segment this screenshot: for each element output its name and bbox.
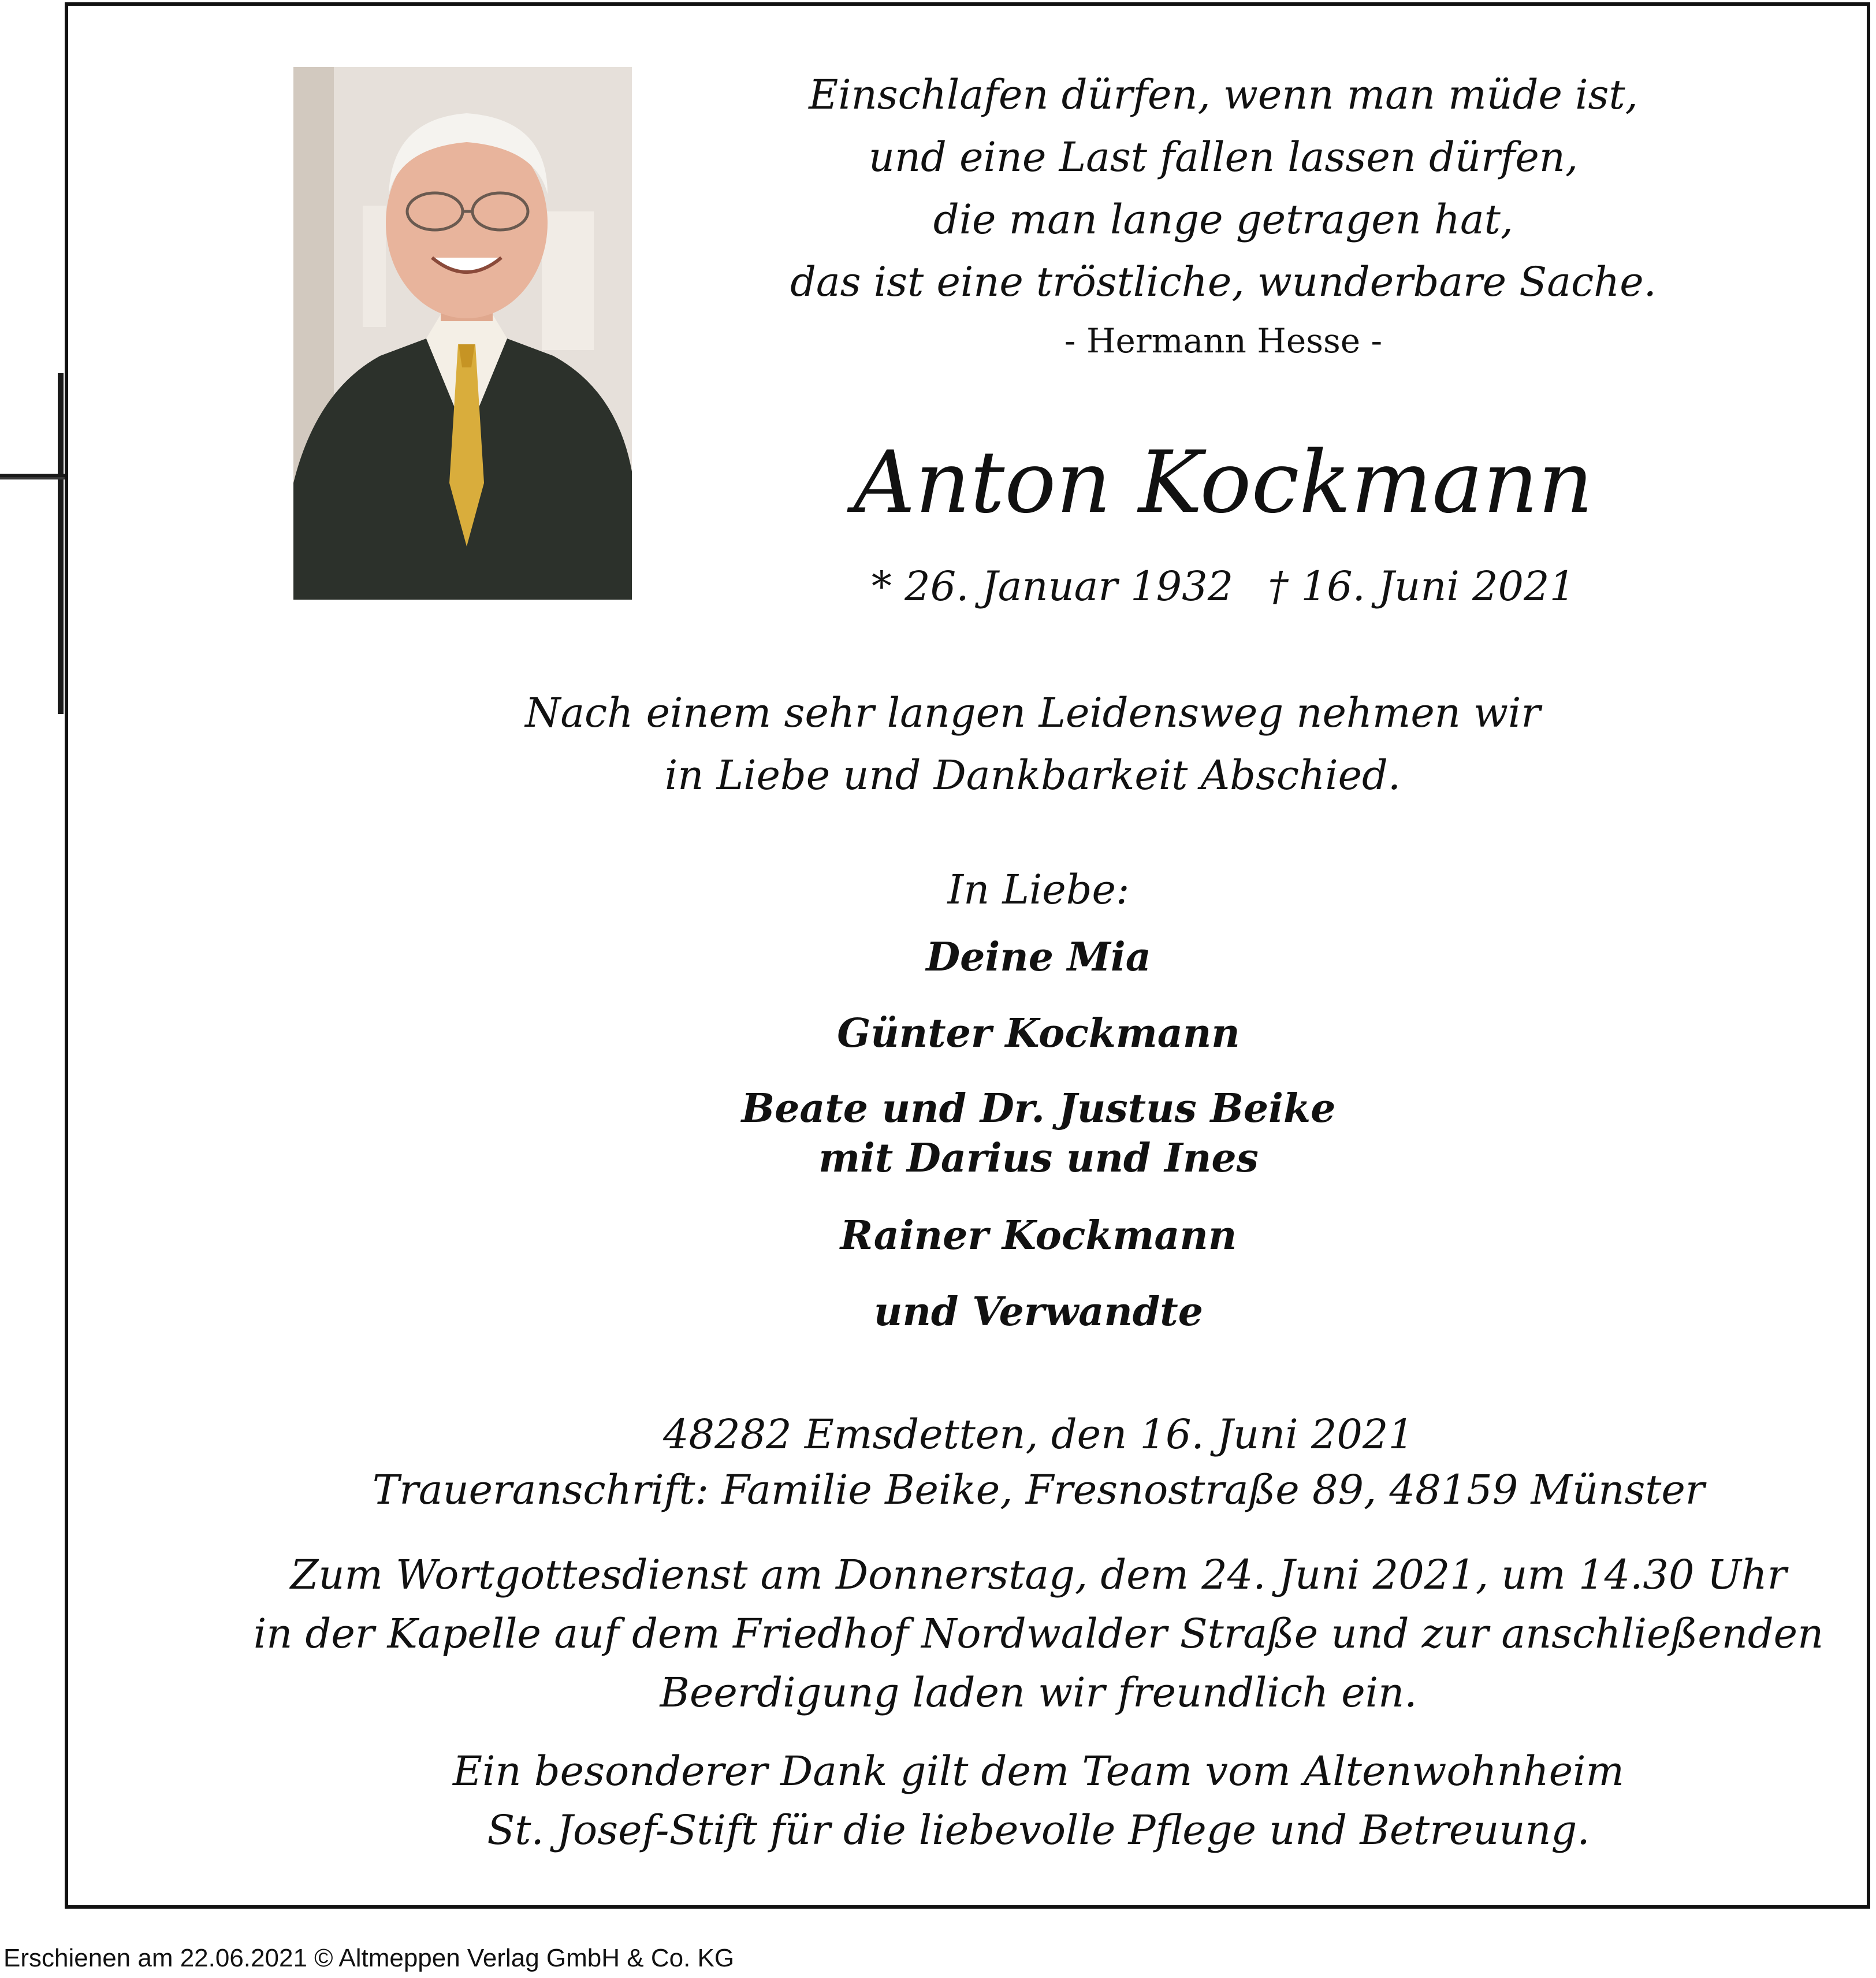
motto-line: das ist eine tröstliche, wunderbare Sache. xyxy=(790,258,1657,306)
life-dates xyxy=(732,557,1714,615)
service-line: in der Kapelle auf dem Friedhof Nordwalder Straße und zur anschließenden xyxy=(253,1610,1824,1657)
farewell-line: in Liebe und Dankbarkeit Abschied. xyxy=(664,752,1401,799)
publication-footer: Erschienen am 22.06.2021 © Altmeppen Verlag GmbH & Co. KG xyxy=(3,1944,735,1972)
mourner-name: und Verwandte xyxy=(874,1289,1203,1335)
mourner-name: Beate und Dr. Justus Beike xyxy=(741,1085,1336,1132)
thanks-line: St. Josef-Stift für die liebevolle Pflege und Betreuung. xyxy=(487,1806,1590,1854)
portrait-photo xyxy=(293,67,632,600)
motto-line: die man lange getragen hat, xyxy=(933,196,1514,243)
mourner-name: Günter Kockmann xyxy=(837,1010,1240,1057)
place-date: 48282 Emsdetten, den 16. Juni 2021 xyxy=(663,1411,1414,1458)
mourner-name: mit Darius und Ines xyxy=(818,1135,1259,1181)
place-and-address xyxy=(184,1407,1876,1518)
service-announcement xyxy=(184,1545,1876,1722)
mourner-name: Rainer Kockmann xyxy=(840,1213,1237,1259)
deceased-name: Anton Kockmann xyxy=(853,433,1594,532)
thanks-line: Ein besonderer Dank gilt dem Team vom Altenwohnheim xyxy=(453,1748,1624,1795)
service-line: Zum Wortgottesdienst am Donnerstag, dem 24. Juni 2021, um 14.30 Uhr xyxy=(290,1551,1787,1598)
motto-line: Einschlafen dürfen, wenn man müde ist, xyxy=(809,71,1638,118)
service-line: Beerdigung laden wir freundlich ein. xyxy=(660,1669,1417,1716)
farewell-text xyxy=(328,682,1737,806)
mourner-name: Deine Mia xyxy=(926,934,1151,980)
portrait-illustration xyxy=(293,67,632,600)
motto-line: und eine Last fallen lassen dürfen, xyxy=(868,133,1579,181)
thanks-note xyxy=(184,1742,1876,1860)
mourners-intro: In Liebe: xyxy=(947,866,1130,913)
mourning-address: Traueranschrift: Familie Beike, Fresnostraße 89, 48159 Münster xyxy=(372,1466,1705,1514)
farewell-line: Nach einem sehr langen Leidensweg nehmen wir xyxy=(525,689,1540,737)
death-symbol: † xyxy=(1268,563,1289,610)
quote-author: - Hermann Hesse - xyxy=(1064,321,1383,360)
death-date: 16. Juni 2021 xyxy=(1301,563,1576,610)
obituary-frame xyxy=(65,2,1870,1909)
birth-date: * 26. Januar 1932 xyxy=(871,563,1234,610)
motto-quote xyxy=(732,64,1714,313)
